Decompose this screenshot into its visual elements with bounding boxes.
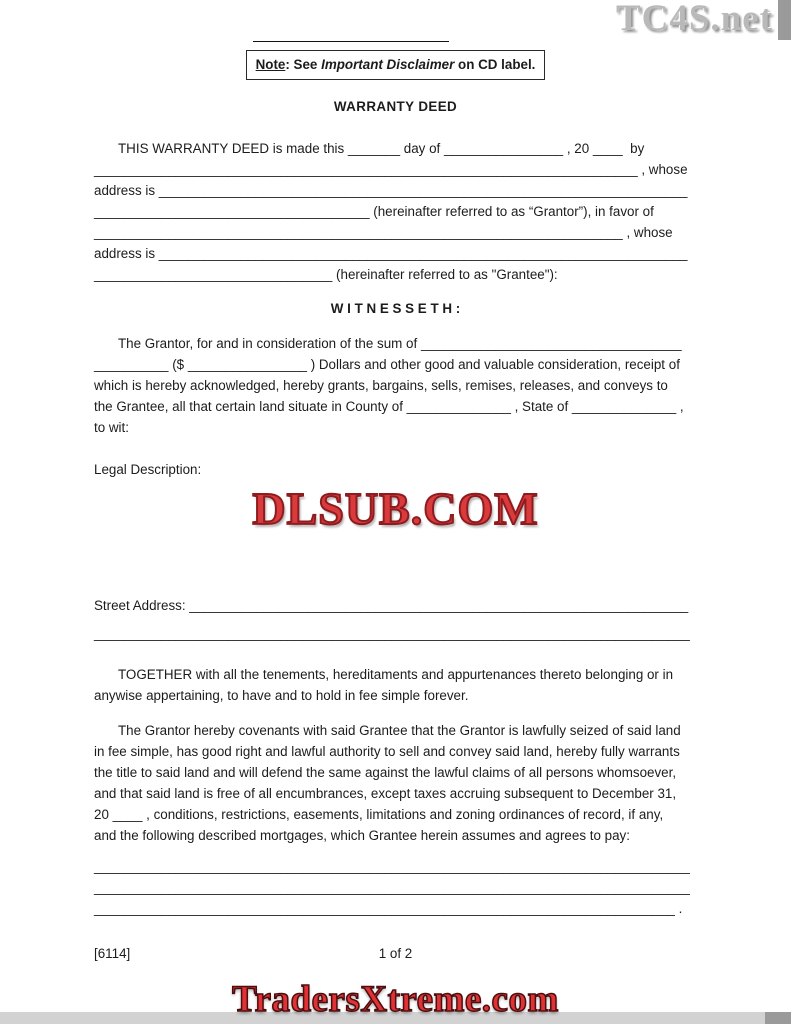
scan-edge-top-right: [778, 0, 791, 40]
blank-line: ________________________________________________________________________________: [94, 859, 690, 874]
paragraph-line: which is hereby acknowledged, hereby grants, bargains, sells, remises, releases, and conveys to: [94, 378, 668, 393]
legal-description-label: Legal Description:: [94, 462, 202, 477]
paragraph-line: _____________________________________ (hereinafter referred to as “Grantor”), in favor of: [94, 204, 654, 219]
paragraph-line: and that said land is free of all encumbrances, except taxes accruing subsequent to December 31,: [94, 786, 677, 801]
watermark-bottom: TradersXtreme.com: [232, 979, 559, 1020]
paragraph-line: The Grantor hereby covenants with said Grantee that the Grantor is lawfully seized of said land: [118, 723, 681, 738]
paragraph-line: TOGETHER with all the tenements, hereditaments and appurtenances thereto belonging or in: [118, 667, 674, 682]
paragraph-line: _________________________________________________________________________ , whose: [94, 162, 688, 177]
street-address-line: Street Address: ___________________________________________________________________: [94, 598, 689, 613]
disclaimer-note-box: [246, 50, 546, 80]
watermark-top-right: TC4S.net: [615, 0, 773, 39]
note-label: Note: [255, 57, 286, 72]
paragraph-line: The Grantor, for and in consideration of the sum of ___________________________________: [118, 336, 682, 351]
watermark-center: DLSUB.COM: [252, 483, 539, 534]
mortgage-blank-lines: [94, 856, 697, 919]
together-paragraph: [94, 664, 697, 706]
page-indicator: 1 of 2: [378, 946, 413, 961]
paragraph-line: address is _______________________________________________________________________: [94, 183, 688, 198]
witnesseth-heading: W I T N E S S E T H :: [330, 301, 461, 316]
note-rest-text: on CD label.: [454, 57, 536, 72]
paragraph-line: address is _______________________________________________________________________: [94, 246, 688, 261]
paragraph-line: the Grantee, all that certain land situate in County of ______________ , State of ______________ ,: [94, 399, 684, 414]
opening-paragraph: [94, 138, 697, 285]
paragraph-line: anywise appertaining, to have and to hold in fee simple forever.: [94, 688, 469, 703]
document-body: [94, 0, 697, 964]
blank-line: ________________________________________________________________________________: [94, 880, 690, 895]
paragraph-line: THIS WARRANTY DEED is made this _______ day of ________________ , 20 ____ by: [118, 141, 645, 156]
blank-line: ______________________________________________________________________________ .: [94, 901, 683, 916]
paragraph-line: __________ ($ ________________ ) Dollars and other good and valuable consideration, receipt of: [94, 357, 680, 372]
page-title: WARRANTY DEED: [333, 99, 458, 114]
street-address-section: [94, 595, 697, 644]
note-box-container: [94, 50, 697, 80]
paragraph-line: in fee simple, has good right and lawful authority to sell and convey said land, hereby fully warrants: [94, 744, 680, 759]
paragraph-line: and the following described mortgages, which Grantee herein assumes and agrees to pay:: [94, 828, 630, 843]
page-footer: [94, 943, 697, 964]
paragraph-line: _______________________________________________________________________ , whose: [94, 225, 673, 240]
consideration-paragraph: [94, 333, 697, 438]
covenants-paragraph: [94, 720, 697, 846]
paragraph-line: 20 ____ , conditions, restrictions, easements, limitations and zoning ordinances of record, if any,: [94, 807, 664, 822]
paragraph-line: to wit:: [94, 420, 129, 435]
note-italic-text: Important Disclaimer: [321, 57, 455, 72]
paragraph-line: ________________________________ (hereinafter referred to as "Grantee"):: [94, 267, 558, 282]
form-number: [6114]: [94, 946, 131, 961]
paragraph-line: the title to said land and will defend the same against the lawful claims of all persons whomsoever,: [94, 765, 677, 780]
note-see-text: : See: [285, 57, 322, 72]
street-address-blank-line: ________________________________________________________________________________: [94, 626, 690, 641]
